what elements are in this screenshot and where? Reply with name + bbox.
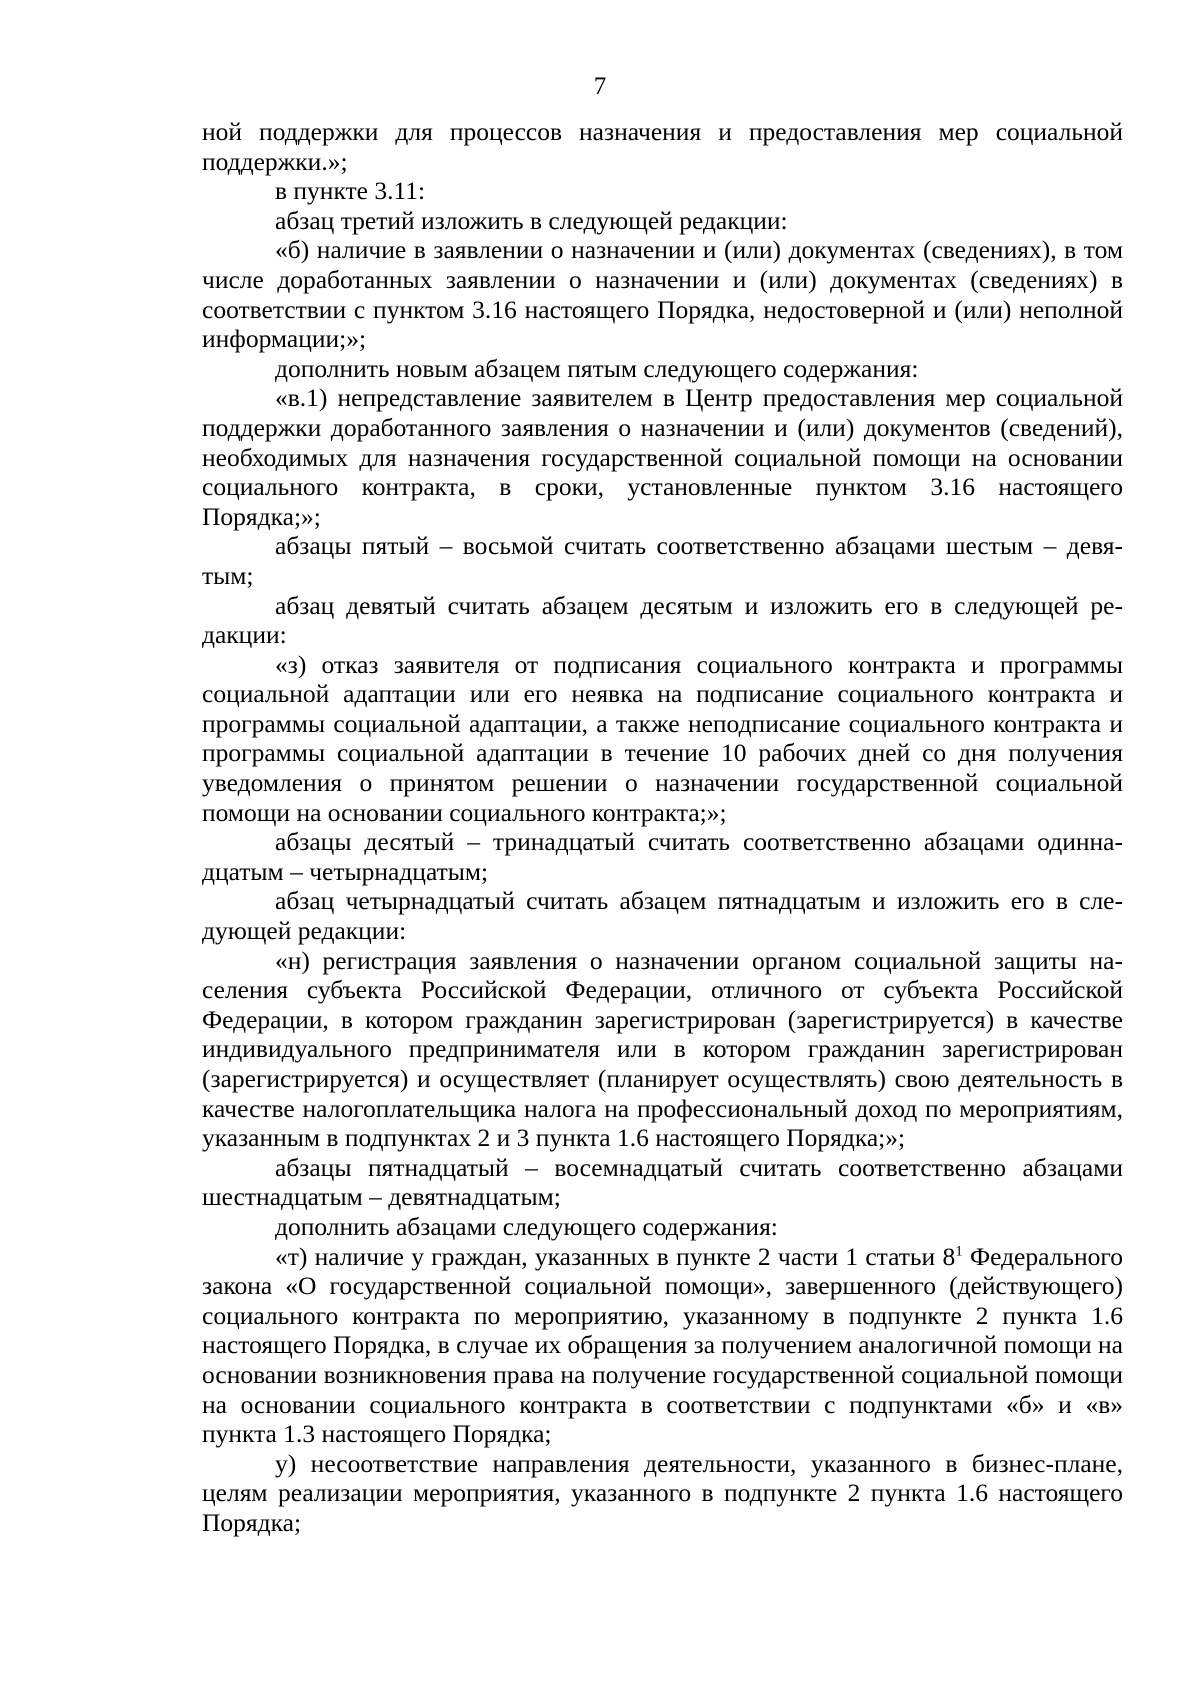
paragraph-segment: «т) наличие у граждан, указанных в пункте 2 части 1 статьи 8	[275, 1241, 956, 1271]
paragraph: «б) наличие в заявлении о назначении и (или) документах (сведениях), в том числе доработанных заявлении о назначении и (или) документах (сведениях) в соответствии с пунктом 3.16 настоящего Порядка, недостоверной и (или) неполной информации;»;	[202, 235, 1123, 354]
paragraph: абзац четырнадцатый считать абзацем пятнадцатым и изложить его в следующей редакции:	[202, 886, 1123, 946]
paragraph-continuation: ной поддержки для процессов назначения и предоставления мер социальной поддержки.»;	[202, 117, 1123, 176]
paragraph-segment: Федерального закона «О государственной социальной помощи», завершенного (действующего) социального контракта по мероприятию, указанному в подпункте 2 пункта 1.6 настоящего Порядка, в случае их обращения за получением аналогичной помощи на основании возникновения права на получение государственной социальной помощи на основании социального контракта в соответствии с подпунктами «б» и «в» пункта 1.3 настоящего Порядка;	[202, 1241, 1123, 1449]
paragraph: абзац третий изложить в следующей редакции:	[275, 205, 788, 235]
page-number: 7	[593, 73, 607, 100]
paragraph: «н) регистрация заявления о назначении органом социальной защиты населения субъекта Российской Федерации, отличного от субъекта Российской Федерации, в котором гражданин зарегистрирован (зарегистрируется) в качестве индивидуального предпринимателя или в котором гражданин зарегистрирован (зарегистрируется) и осуществляет (планирует осуществлять) свою деятельность в качестве налогоплательщика налога на профессиональный доход по мероприятиям, указанным в подпунктах 2 и 3 пункта 1.6 настоящего Порядка;»;	[202, 945, 1123, 1153]
document-body	[202, 117, 1123, 1538]
paragraph-with-superscript	[202, 1242, 1123, 1449]
paragraph: в пункте 3.11:	[275, 176, 426, 206]
superscript: 1	[955, 1243, 963, 1260]
paragraph: «з) отказ заявителя от подписания социального контракта и программы социальной адаптации или его неявка на подписание социального контракта и программы социальной адаптации, а также неподписание социального контракта и программы социальной адаптации в течение 10 рабочих дней со дня получения уведомления о принятом решении о назначении государственной социальной помощи на основании социального контракта;»;	[202, 649, 1123, 827]
paragraph: дополнить новым абзацем пятым следующего содержания:	[275, 353, 919, 383]
paragraph: абзацы пятый – восьмой считать соответственно абзацами шестым – девятым;	[202, 531, 1123, 590]
paragraph: «в.1) непредставление заявителем в Центр предоставления мер социальной поддержки доработанного заявления о назначении и (или) документов (сведений), необходимых для назначения государственной социальной помощи на основании социального контракта, в сроки, установленные пунктом 3.16 настоящего Порядка;»;	[202, 383, 1123, 531]
paragraph: абзацы пятнадцатый – восемнадцатый считать соответственно абзацами шестнадцатым – девятнадцатым;	[202, 1152, 1123, 1212]
paragraph: у) несоответствие направления деятельности, указанного в бизнес-плане, целям реализации мероприятия, указанного в подпункте 2 пункта 1.6 настоящего Порядка;	[202, 1448, 1123, 1537]
paragraph: дополнить абзацами следующего содержания:	[275, 1211, 778, 1241]
paragraph: абзац девятый считать абзацем десятым и изложить его в следующей редакции:	[202, 590, 1123, 650]
paragraph: абзацы десятый – тринадцатый считать соответственно абзацами одиннадцатым – четырнадцатым;	[202, 827, 1123, 886]
